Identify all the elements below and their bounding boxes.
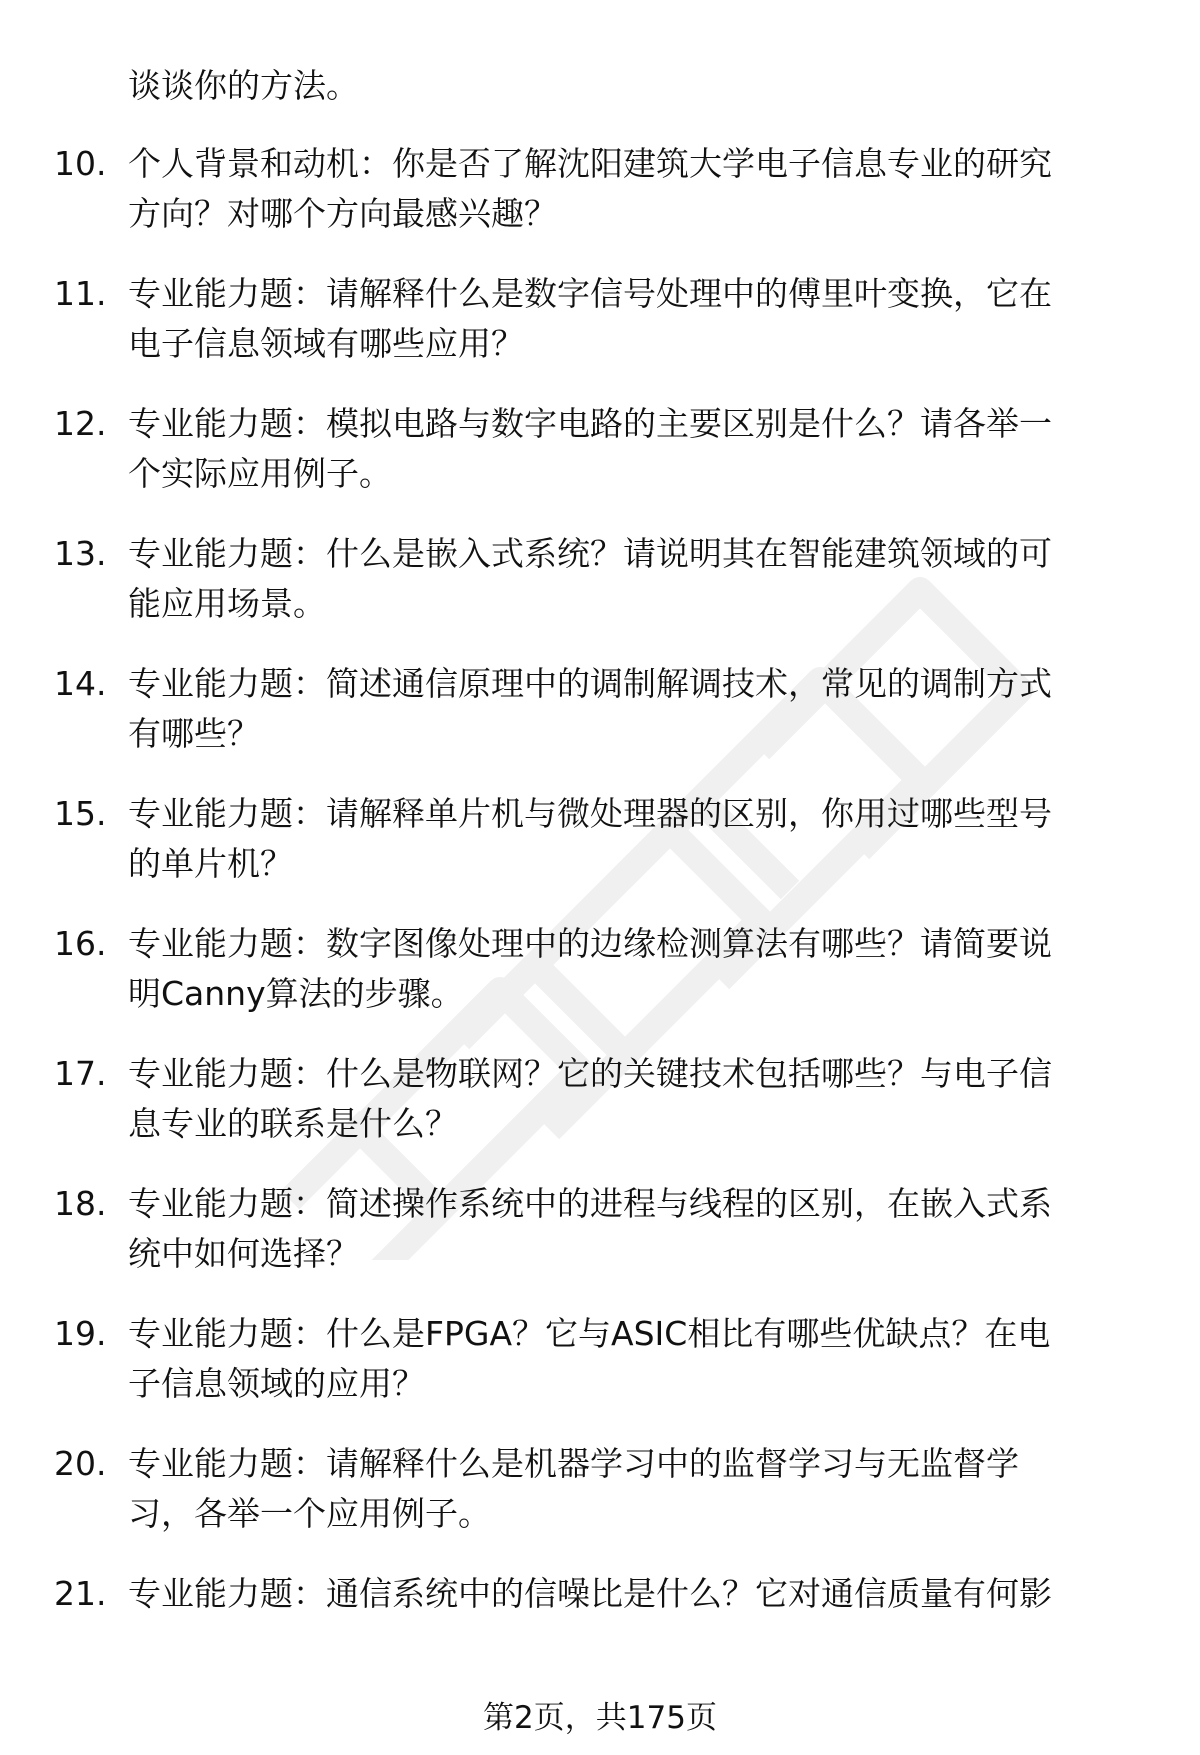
question-text-line: 专业能力题：什么是FPGA？它与ASIC相比有哪些优缺点？在电 bbox=[128, 1314, 1051, 1353]
question-number: 13. bbox=[54, 534, 107, 573]
question-text-line: 专业能力题：请解释什么是机器学习中的监督学习与无监督学 bbox=[128, 1444, 1019, 1483]
continuation-text: 谈谈你的方法。 bbox=[128, 66, 359, 105]
question-number: 21. bbox=[54, 1574, 107, 1613]
question-text-line: 专业能力题：什么是嵌入式系统？请说明其在智能建筑领域的可 bbox=[128, 534, 1052, 573]
question-number: 12. bbox=[54, 404, 107, 443]
question-number: 16. bbox=[54, 924, 107, 963]
list-item bbox=[0, 920, 1200, 1024]
question-number: 18. bbox=[54, 1184, 107, 1223]
question-text-line: 统中如何选择？ bbox=[128, 1234, 359, 1273]
question-list bbox=[0, 140, 1200, 1700]
question-text-line: 专业能力题：通信系统中的信噪比是什么？它对通信质量有何影 bbox=[128, 1574, 1052, 1613]
list-item bbox=[0, 1310, 1200, 1414]
question-number: 11. bbox=[54, 274, 107, 313]
question-text-line: 专业能力题：数字图像处理中的边缘检测算法有哪些？请简要说 bbox=[128, 924, 1052, 963]
question-text-line: 习，各举一个应用例子。 bbox=[128, 1494, 491, 1533]
question-text-line: 电子信息领域有哪些应用？ bbox=[128, 324, 524, 363]
question-text-line: 方向？对哪个方向最感兴趣？ bbox=[128, 194, 557, 233]
question-number: 10. bbox=[54, 144, 107, 183]
question-text-line: 子信息领域的应用？ bbox=[128, 1364, 425, 1403]
list-item bbox=[0, 1570, 1200, 1674]
question-text-line: 的单片机？ bbox=[128, 844, 293, 883]
question-text-line: 息专业的联系是什么？ bbox=[128, 1104, 458, 1143]
list-item bbox=[0, 1440, 1200, 1544]
page-number-footer: 第2页，共175页 bbox=[483, 1700, 717, 1736]
list-item bbox=[0, 140, 1200, 244]
list-item bbox=[0, 660, 1200, 764]
question-number: 20. bbox=[54, 1444, 107, 1483]
list-item bbox=[0, 270, 1200, 374]
question-text-line: 个人背景和动机：你是否了解沈阳建筑大学电子信息专业的研究 bbox=[128, 144, 1052, 183]
question-number: 19. bbox=[54, 1314, 107, 1353]
list-item bbox=[0, 400, 1200, 504]
question-text-line: 明Canny算法的步骤。 bbox=[128, 974, 464, 1013]
list-item bbox=[0, 1180, 1200, 1284]
question-number: 17. bbox=[54, 1054, 107, 1093]
list-item bbox=[0, 1050, 1200, 1154]
question-text-line: 有哪些？ bbox=[128, 714, 260, 753]
question-text-line: 专业能力题：请解释单片机与微处理器的区别，你用过哪些型号 bbox=[128, 794, 1052, 833]
question-text-line: 专业能力题：什么是物联网？它的关键技术包括哪些？与电子信 bbox=[128, 1054, 1052, 1093]
question-text-line: 个实际应用例子。 bbox=[128, 454, 392, 493]
question-text-line: 能应用场景。 bbox=[128, 584, 326, 623]
question-text-line: 专业能力题：简述通信原理中的调制解调技术，常见的调制方式 bbox=[128, 664, 1052, 703]
question-number: 14. bbox=[54, 664, 107, 703]
question-number: 15. bbox=[54, 794, 107, 833]
question-text-line: 专业能力题：简述操作系统中的进程与线程的区别，在嵌入式系 bbox=[128, 1184, 1052, 1223]
question-text-line: 专业能力题：请解释什么是数字信号处理中的傅里叶变换，它在 bbox=[128, 274, 1052, 313]
list-item bbox=[0, 530, 1200, 634]
list-item bbox=[0, 790, 1200, 894]
question-text-line: 专业能力题：模拟电路与数字电路的主要区别是什么？请各举一 bbox=[128, 404, 1052, 443]
